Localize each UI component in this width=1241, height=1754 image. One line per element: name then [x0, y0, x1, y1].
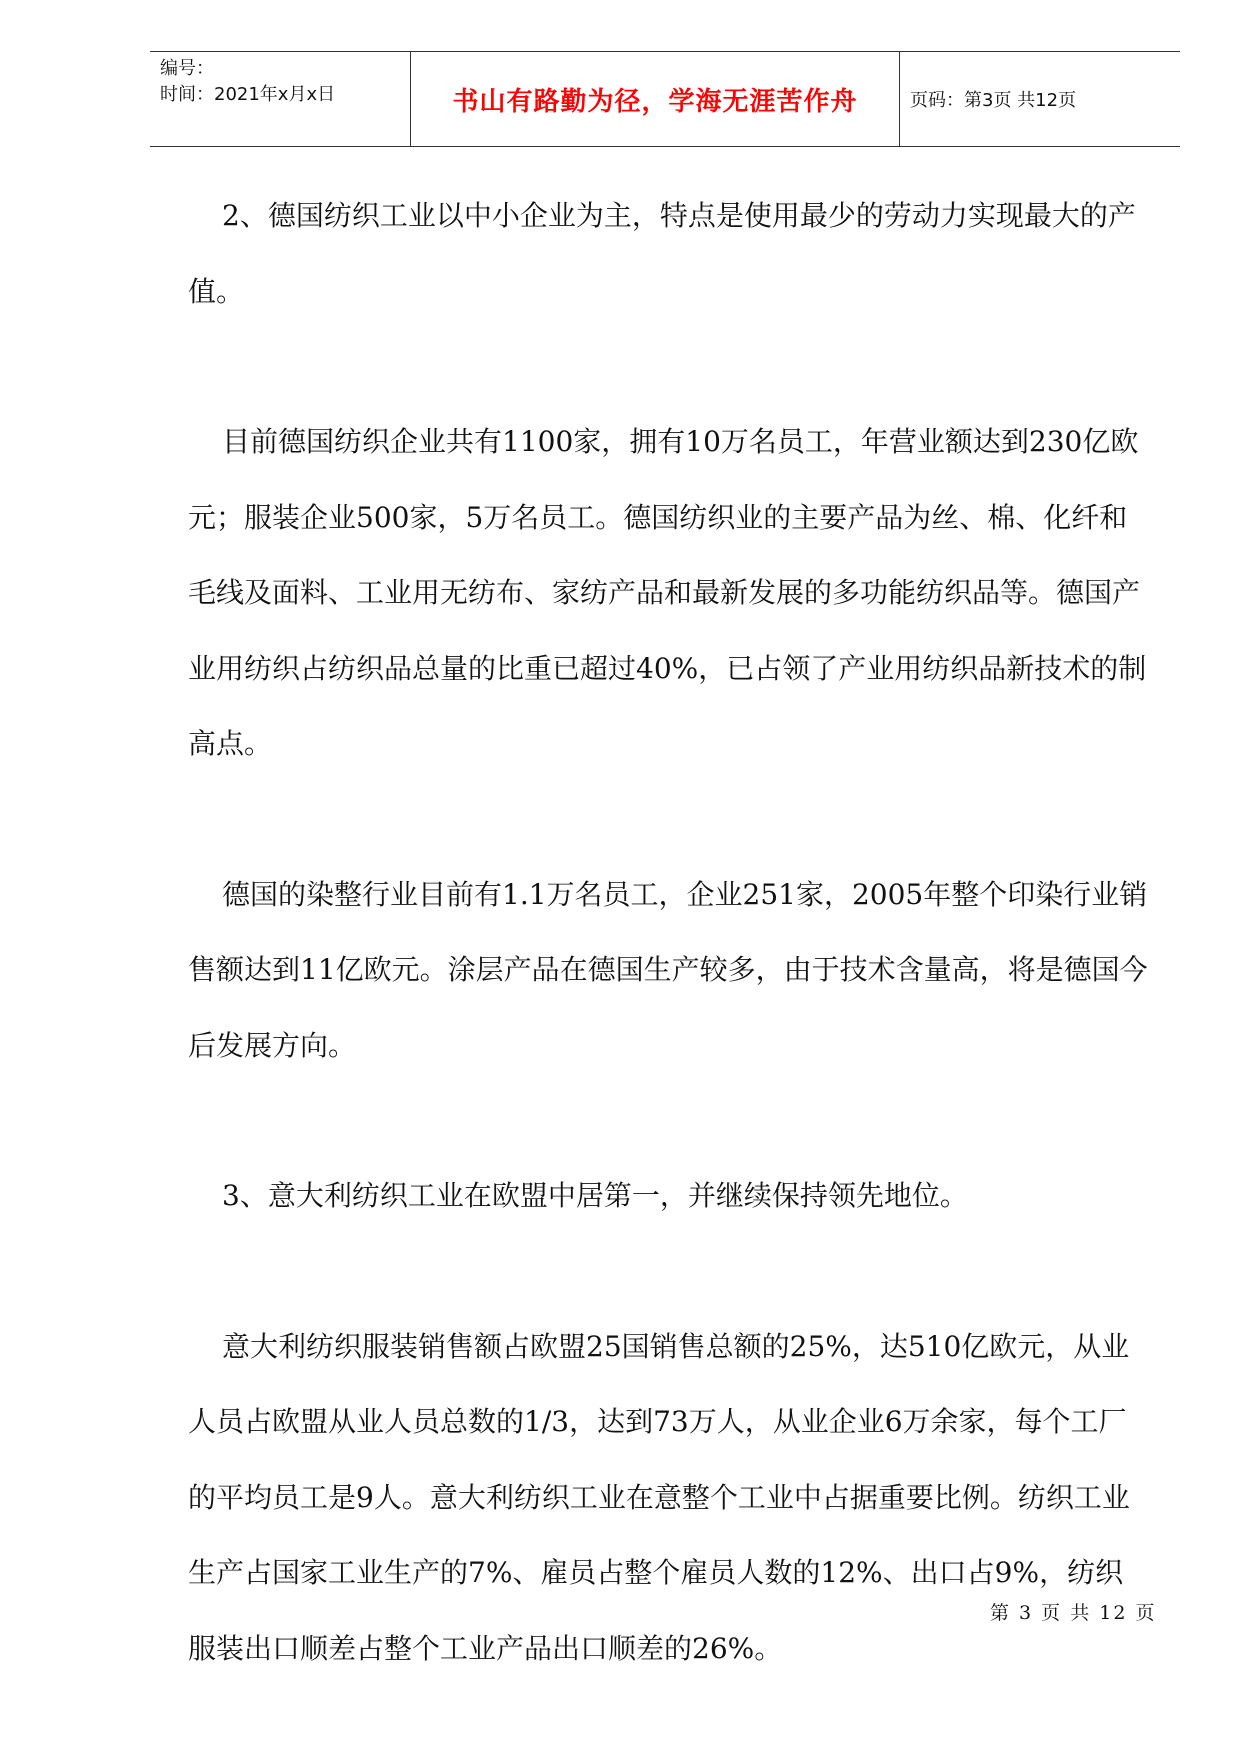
- paragraph-germany-intro: 2、德国纺织工业以中小企业为主，特点是使用最少的劳动力实现最大的产值。: [188, 199, 1136, 308]
- header-meta: [160, 52, 410, 150]
- footer-page-number: 第 3 页 共 12 页: [990, 1602, 1157, 1624]
- motto-text: 书山有路勤为径，学海无涯苦作舟: [452, 86, 858, 117]
- paragraph-germany-stats: 目前德国纺织企业共有1100家，拥有10万名员工，年营业额达到230亿欧元；服装企业500家，5万名员工。德国纺织业的主要产品为丝、棉、化纤和毛线及面料、工业用无纺布、家纺产品和最新发展的多功能纺织品等。德国产业用纺织占纺织品总量的比重已超过40%，已占领了产业用纺织品新技术的制高点。: [188, 425, 1147, 760]
- paragraph-italy-stats: 意大利纺织服装销售额占欧盟25国销售总额的25%，达510亿欧元，从业人员占欧盟从业人员总数的1/3，达到73万人，从业企业6万余家，每个工厂的平均员工是9人。意大利纺织工业在意整个工业中占据重要比例。纺织工业生产占国家工业生产的7%、雇员占整个雇员人数的12%、出口占9%，纺织服装出口顺差占整个工业产品出口顺差的26%。: [188, 1329, 1130, 1665]
- page-code-text: 页码：第3页 共12页: [910, 90, 1077, 111]
- header-page-code: [910, 52, 1180, 146]
- paragraph-italy-intro: 3、意大利纺织工业在欧盟中居第一，并继续保持领先地位。: [222, 1179, 968, 1212]
- page-header: [150, 51, 1180, 147]
- serial-number-label: 编号：: [160, 58, 214, 79]
- time-label: 时间：2021年x月x日: [160, 84, 336, 105]
- document-body: [188, 178, 1148, 1686]
- paragraph-germany-dyeing: 德国的染整行业目前有1.1万名员工，企业251家，2005年整个印染行业销售额达到11亿欧元。涂层产品在德国生产较多，由于技术含量高，将是德国今后发展方向。: [188, 877, 1148, 1062]
- page-footer: [990, 1598, 1156, 1625]
- header-motto-cell: [410, 52, 900, 146]
